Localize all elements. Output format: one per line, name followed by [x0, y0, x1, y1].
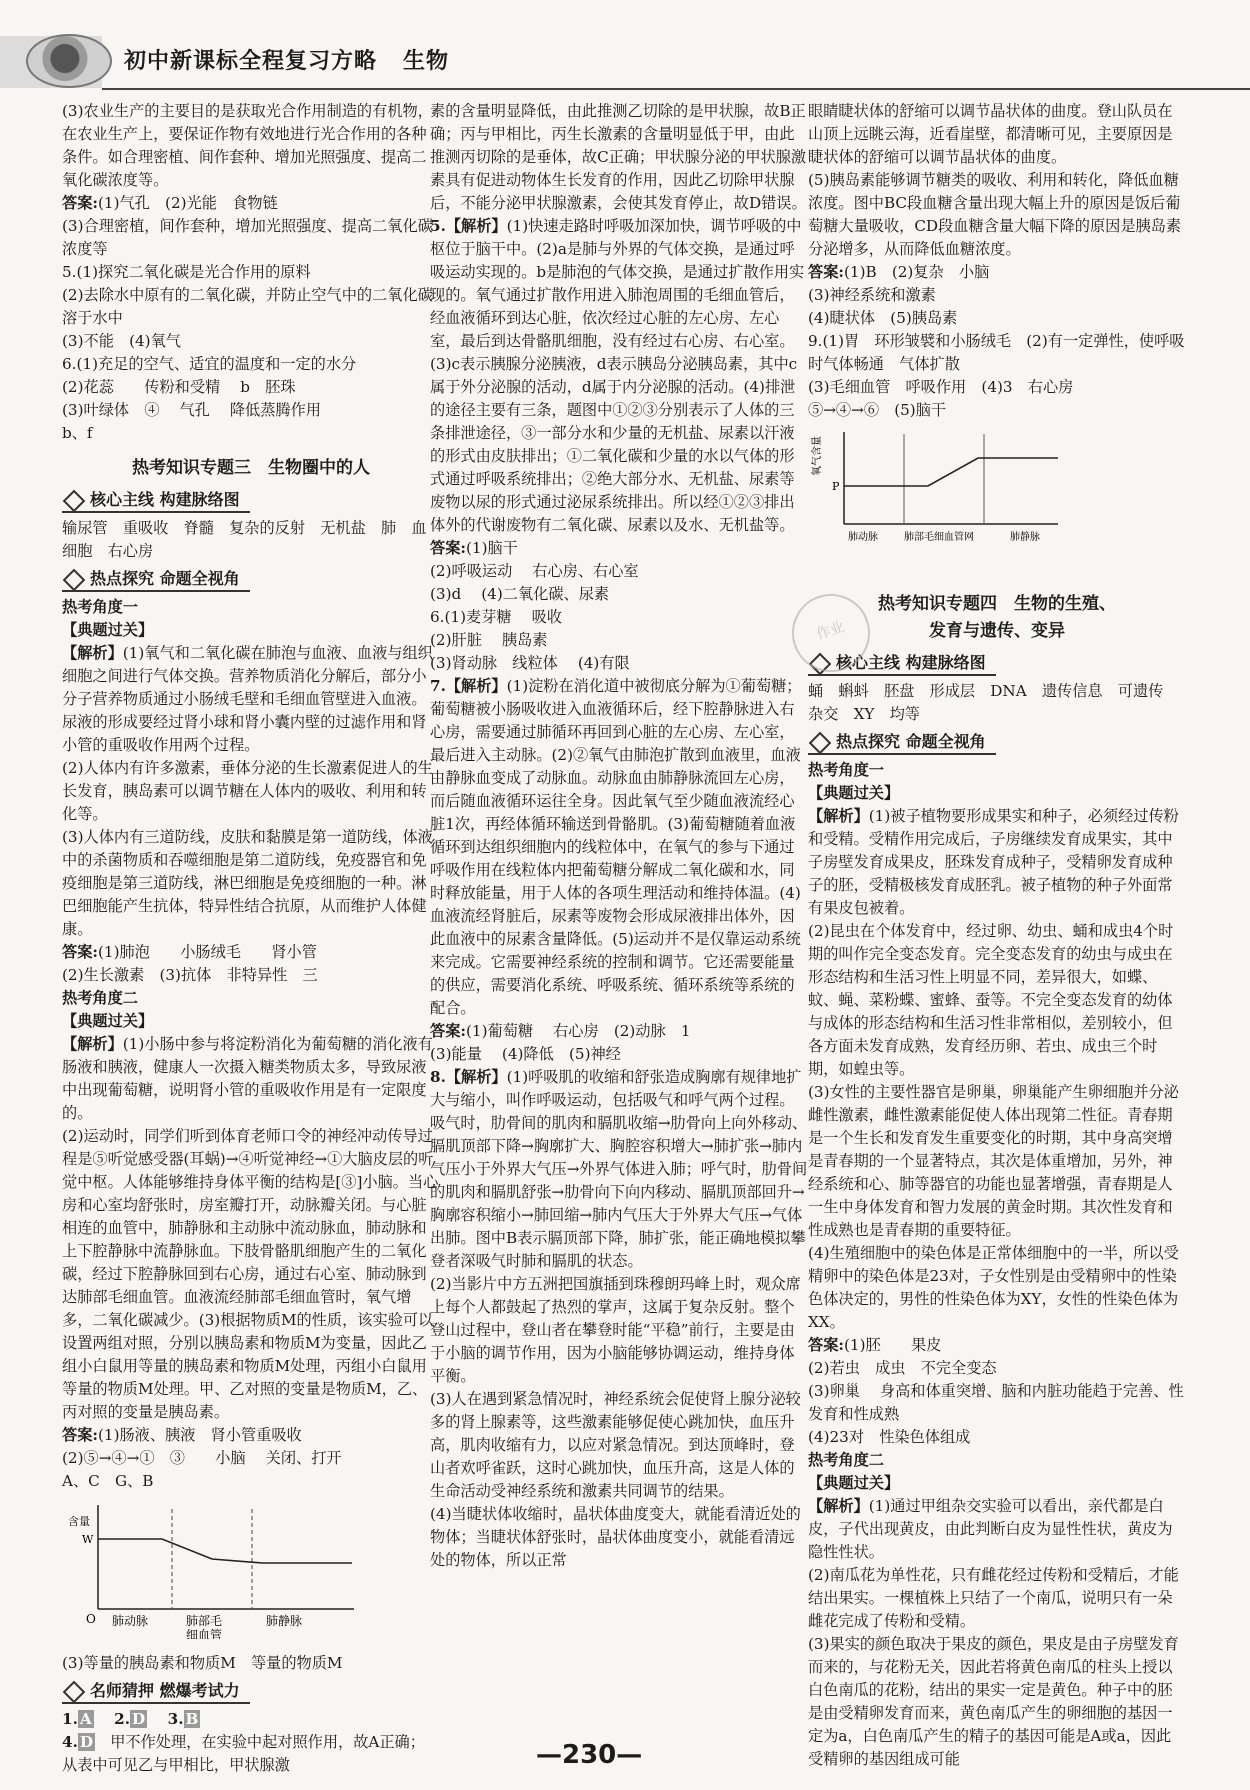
q9-line: (3)毛细血管 呼吸作用 (4)3 右心房 — [808, 378, 1074, 396]
analysis: (2)运动时，同学们听到体育老师口令的神经冲动传导过程是⑤听觉感受器(耳蜗)→④听觉神经→①大脑皮层的听觉中枢。人体能够维持身体平衡的结构是[③]小脑。当心房和心室均舒张时，房室瓣打开，动脉瓣关闭。与心脏相连的血管中，肺静脉和主动脉中流动脉血，肺动脉和上下腔静脉中流静脉血。下肢骨骼肌细胞产生的二氧化碳，经过下腔静脉回到右心房，通过右心室、肺动脉到达肺部毛细血管。血液流经肺部毛细血管时，氧气增多，二氧化碳减少。(3)根据物质M的性质，该实验可以设置两组对照，分别以胰岛素和物质M为变量，因此乙组小白鼠用等量的胰岛素和物质M处理，丙组小白鼠用等量的物质M处理。甲、乙对照的变量是物质M，乙、丙对照的变量是胰岛素。 — [62, 1127, 439, 1421]
q6-line: (3)肾动脉 线粒体 (4)有限 — [430, 654, 630, 672]
x-label: 肺动脉 — [848, 532, 878, 543]
analysis: (4)当睫状体收缩时，晶状体曲度变大，就能看清近处的物体；当睫状体舒张时，晶状体曲度变小，就能看清远处的物体，所以正常 — [430, 1505, 801, 1569]
typical-title: 【典题过关】 — [62, 621, 154, 639]
analysis: (2)昆虫在个体发育中，经过卵、幼虫、蛹和成虫4个时期的叫作完全变态发育。完全变态发育的幼虫与成虫在形态结构和生活习性上明显不同，差异很大，如蝶、蚊、蝇、菜粉蝶、蜜蜂、蚕等。不完全变态发育的幼体与成体的形态结构和生活习性非常相似，差别较小，但各方面未发育成熟，发育经历卵、若虫、成虫三个时期，如蝗虫等。 — [808, 922, 1174, 1078]
origin-label: O — [86, 1612, 96, 1626]
x-label: 肺动脉 — [112, 1614, 149, 1628]
q6-line: (2)肝脏 胰岛素 — [430, 631, 548, 649]
q4: 4. D 甲不作处理，在实验中起对照作用，故A正确；从表中可见乙与甲相比，甲状腺激 — [62, 1733, 425, 1774]
header-rule — [102, 88, 1250, 90]
diamond-icon — [63, 489, 86, 512]
paragraph: (3)农业生产的主要目的是获取光合作用制造的有机物，在农业生产上，要保证作物有效地进行光合作用的各种条件。如合理密植、间作套种、增加光照强度、提高二氧化碳浓度等。 — [62, 102, 433, 189]
analysis: (3)果实的颜色取决于果皮的颜色，果皮是由子房壁发育而来的，与花粉无关，因此若将黄色南瓜的柱头上授以白色南瓜的花粉，结出的果实一定是黄色。种子中的胚是由受精卵发育而来，黄色南瓜产生的卵细胞的基因一定为a，白色南瓜产生的精子的基因可能是A或a，因此受精卵的基因组成可能 — [808, 1635, 1179, 1768]
analysis: 5.【解析】(1)快速走路时呼吸加深加快，调节呼吸的中枢位于脑干中。(2)a是肺与外界的气体交换，是通过呼吸运动实现的。b是肺泡的气体交换，是通过扩散作用实现的。氧气通过扩散作用进入肺泡周围的毛细血管后，经血液循环到达心脏，依次经过心脏的左心房、左心室，最后到达骨骼肌细胞，没有经过右心房、右心室。(3)c表示胰腺分泌胰液，d表示胰岛分泌胰岛素，其中c属于外分泌腺的活动，d属于内分泌腺的活动。(4)排泄的途径主要有三条，题图中①②③分别表示了人体的三条排泄途径，③一部分水和少量的无机盐、尿素以汗液的形式由皮肤排出；①二氧化碳和少量的水以气体的形式通过呼吸系统排出；②绝大部分水、无机盐、尿素等废物以尿的形式通过泌尿系统排出。所以经①②③排出体外的代谢废物有二氧化碳、尿素以及水、无机盐等。 — [430, 217, 805, 534]
analysis: (3)人体内有三道防线，皮肤和黏膜是第一道防线，体液中的杀菌物质和吞噬细胞是第二道防线，免疫器官和免疫细胞是第三道防线，淋巴细胞是免疫细胞的一种。淋巴细胞能产生抗体，特异性结合抗原，从而维护人体健康。 — [62, 828, 433, 938]
answer-line: (3)d (4)二氧化碳、尿素 — [430, 585, 610, 603]
answer-line: (3)等量的胰岛素和物质M 等量的物质M — [62, 1654, 343, 1672]
angle-title: 热考角度一 — [62, 598, 138, 616]
w-label: W — [82, 1533, 94, 1546]
answer-line: (2)生长激素 (3)抗体 非特异性 三 — [62, 966, 318, 984]
analysis: (3)人在遇到紧急情况时，神经系统会促使肾上腺分泌较多的肾上腺素等，这些激素能够促使心跳加快，血压升高，肌肉收缩有力，以应对紧急情况。到达顶峰时，登山者欢呼雀跃，这时心跳加快，血压升高，这是人体的生命活动受神经系统和激素共同调节的结果。 — [430, 1390, 801, 1500]
curve — [844, 458, 1058, 486]
subhead-hot: 热点探究 命题全视角 — [62, 567, 250, 592]
analysis: 【解析】(1)小肠中参与将淀粉消化为葡萄糖的消化液有肠液和胰液，健康人一次摄入糖类物质太多，导致尿液中出现葡萄糖，说明肾小管的重吸收作用是有一定限度的。 — [62, 1035, 433, 1122]
diamond-icon — [63, 568, 86, 591]
answer-line: (2)若虫 成虫 不完全变态 — [808, 1359, 997, 1377]
analysis: 8.【解析】(1)呼吸肌的收缩和舒张造成胸廓有规律地扩大与缩小，叫作呼吸运动，包括吸气和呼气两个过程。吸气时，肋骨间的肌肉和膈肌收缩→肋骨向上向外移动、膈肌顶部下降→胸廓扩大、胸腔容积增大→肺扩张→肺内气压小于外界大气压→外界气体进入肺；呼气时，肋骨间的肌肉和膈肌舒张→肋骨向下向内移动、膈肌顶部回升→胸廓容积缩小→肺回缩→肺内气压大于外界大气压→气体出肺。图中B表示膈顶部下降，肺扩张，能正确地模拟攀登者深吸气时肺和膈肌的状态。 — [430, 1068, 808, 1270]
analysis: (2)南瓜花为单性花，只有雌花经过传粉和受精后，才能结出果实。一棵植株上只结了一个南瓜，说明只有一朵雌花完成了传粉和受精。 — [808, 1566, 1179, 1630]
subhead-hot: 热点探究 命题全视角 — [808, 730, 996, 755]
answer: 答案:(1)肠液、胰液 肾小管重吸收 — [62, 1426, 302, 1444]
section-title-3: 热考知识专题三 生物圈中的人 — [132, 458, 370, 478]
angle-title: 热考角度二 — [808, 1451, 884, 1469]
book-series-title: 初中新课标全程复习方略 — [124, 49, 378, 74]
analysis: 【解析】(1)氧气和二氧化碳在肺泡与血液、血液与组织细胞之间进行气体交换。营养物质消化分解后，部分小分子营养物质通过小肠绒毛壁和毛细血管壁进入血液。尿液的形成要经过肾小球和肾小囊内壁的过滤作用和肾小管的重吸收作用两个过程。 — [62, 644, 433, 754]
analysis: (4)生殖细胞中的染色体是正常体细胞中的一半，所以受精卵中的染色体是23对，子女性别是由受精卵中的性染色体决定的，男性的性染色体为XY，女性的性染色体为XX。 — [808, 1244, 1179, 1331]
answer: 答案:(1)胚 果皮 — [808, 1336, 942, 1354]
x-label: 肺部毛细血管网 — [904, 532, 974, 543]
q5: 5.(1)探究二氧化碳是光合作用的原料 — [62, 263, 311, 281]
book-title — [124, 44, 449, 75]
page-number: —230— — [536, 1740, 643, 1770]
typical-title: 【典题过关】 — [808, 1474, 900, 1492]
mcq-answers: 1. A 2. D 3. B — [62, 1710, 199, 1728]
x-label: 肺静脉 — [266, 1614, 303, 1628]
paragraph: 素的含量明显降低，由此推测乙切除的是甲状腺，故B正确；丙与甲相比，丙生长激素的含量明显低于甲，由此推测丙切除的是垂体，故C正确；甲状腺分泌的甲状腺激素具有促进动物体生长发育的作用，因此乙切除甲状腺后，不能分泌甲状腺激素，会使其发育停止，故D错误。 — [430, 102, 807, 212]
answer-line: (4)睫状体 (5)胰岛素 — [808, 309, 958, 327]
analysis: 【解析】(1)通过甲组杂交实验可以看出，亲代都是白皮，子代出现黄皮，由此判断白皮为显性性状，黄皮为隐性性状。 — [808, 1497, 1173, 1561]
answer: 答案:(1)肺泡 小肠绒毛 肾小管 — [62, 943, 317, 961]
paragraph: (5)胰岛素能够调节糖类的吸收、利用和转化，降低血糖浓度。图中BC段血糖含量出现大幅上升的原因是饭后葡萄糖大量吸收，CD段血糖含量大幅下降的原因是胰岛素分泌增多，从而降低血糖浓度。 — [808, 171, 1182, 258]
q6: 6.(1)充足的空气、适宜的温度和一定的水分 — [62, 355, 357, 373]
analysis: 【解析】(1)被子植物要形成果实和种子，必须经过传粉和受精。受精作用完成后，子房继续发育成果实，其中子房壁发育成果皮，胚珠发育成种子，受精卵发育成种子的胚，受精极核发育成胚乳。被子植物的种子外面常有果皮包被着。 — [808, 807, 1179, 917]
answer-line: (2)呼吸运动 右心房、右心室 — [430, 562, 639, 580]
subhead-mainline: 核心主线 构建脉络图 — [808, 651, 996, 676]
y-label: 含量 — [68, 1515, 90, 1528]
page-header — [0, 0, 1250, 100]
q6-line: b、f — [62, 424, 93, 442]
answer: 答案:(1)葡萄糖 右心房 (2)动脉 1 — [430, 1022, 691, 1040]
answer-line: A、C G、B — [62, 1472, 154, 1490]
typical-title: 【典题过关】 — [62, 1012, 154, 1030]
analysis: 7.【解析】(1)淀粉在消化道中被彻底分解为①葡萄糖；葡萄糖被小肠吸收进入血液循环后，经下腔静脉进入右心房，需要通过肺循环再回到心脏的左心房、左心室，最后进入主动脉。(2)②氧气由肺泡扩散到血液里，血液由静脉血变成了动脉血。动脉血由肺静脉流回左心房，而后随血液循环运往全身。因此氧气至少随血液流经心脏1次，再经体循环输送到骨骼肌。(3)葡萄糖随着血液循环到达组织细胞内的线粒体中，在氧气的参与下通过呼吸作用在线粒体内把葡萄糖分解成二氧化碳和水，同时释放能量，用于人体的各项生理活动和维持体温。(4)血液流经肾脏后，尿素等废物会形成尿液排出体外，因此血液中的尿素含量降低。(5)运动并不是仅靠运动系统来完成。它需要神经系统的控制和调节。它还需要能量的供应，需要消化系统、呼吸系统、循环系统等系统的配合。 — [430, 677, 802, 1017]
answer-line: (4)23对 性染色体组成 — [808, 1428, 971, 1446]
answer-line: (2)⑤→④→① ③ 小脑 关闭、打开 — [62, 1449, 342, 1467]
x-label: 细血管 — [186, 1628, 223, 1639]
typical-title: 【典题过关】 — [808, 784, 900, 802]
watermark-stamp: 作业 — [782, 584, 880, 682]
q6-line: (3)叶绿体 ④ 气孔 降低蒸腾作用 — [62, 401, 321, 419]
q6-line: (2)花蕊 传粉和受精 b 胚珠 — [62, 378, 296, 396]
angle-title: 热考角度二 — [62, 989, 138, 1007]
angle-title: 热考角度一 — [808, 761, 884, 779]
answer: 答案:(1)气孔 (2)光能 食物链 — [62, 194, 278, 212]
section-title-4b: 发育与遗传、变异 — [929, 621, 1065, 641]
line-graph-1 — [62, 1499, 362, 1639]
x-label: 肺部毛 — [186, 1614, 223, 1628]
q5-line: (2)去除水中原有的二氧化碳，并防止空气中的二氧化碳溶于水中 — [62, 286, 433, 327]
answer: 答案:(1)B (2)复杂 小脑 — [808, 263, 990, 281]
mainline-text: 蛹 蝌蚪 胚盘 形成层 DNA 遗传信息 可遗传 杂交 XY 均等 — [808, 682, 1179, 723]
q9-line: ⑤→④→⑥ (5)脑干 — [808, 401, 947, 419]
column-2 — [430, 100, 808, 1572]
y-label: 氧气含量 — [812, 436, 823, 476]
q9: 9.(1)胃 环形皱襞和小肠绒毛 (2)有一定弹性，使呼吸时气体畅通 气体扩散 — [808, 332, 1185, 373]
subhead-mainline: 核心主线 构建脉络图 — [62, 488, 250, 513]
mainline-text: 输尿管 重吸收 脊髓 复杂的反射 无机盐 肺 血细胞 右心房 — [62, 519, 427, 560]
q6: 6.(1)麦芽糖 吸收 — [430, 608, 562, 626]
column-3 — [808, 100, 1186, 1771]
analysis: (2)当影片中方五洲把国旗插到珠穆朗玛峰上时，观众席上每个人都鼓起了热烈的掌声，这属于复杂反射。整个登山过程中，登山者在攀登时能“平稳”前行，主要是由于小脑的调节作用，因为小脑能够协调运动，维持身体平衡。 — [430, 1275, 801, 1385]
book-subject: 生物 — [403, 49, 450, 74]
answer-line: (3)神经系统和激素 — [808, 286, 936, 304]
answer: 答案:(1)脑干 — [430, 539, 518, 557]
line-graph-2 — [808, 428, 1068, 548]
answer-line: (3)合理密植，间作套种，增加光照强度、提高二氧化碳浓度等 — [62, 217, 433, 258]
curve — [98, 1539, 352, 1563]
subhead-predict: 名师猜押 燃爆考试力 — [62, 1679, 250, 1704]
diamond-icon — [63, 1680, 86, 1703]
column-1 — [62, 100, 440, 1777]
q5-line: (3)不能 (4)氧气 — [62, 332, 181, 350]
x-label: 肺静脉 — [1010, 532, 1040, 543]
answer-line: (3)能量 (4)降低 (5)神经 — [430, 1045, 621, 1063]
section-title-4: 热考知识专题四 生物的生殖、 — [878, 594, 1116, 614]
analysis: (2)人体内有许多激素，垂体分泌的生长激素促进人的生长发育，胰岛素可以调节糖在人体内的吸收、利用和转化等。 — [62, 759, 433, 823]
answer-line: (3)卵巢 身高和体重突增、脑和内脏功能趋于完善、性发育和性成熟 — [808, 1382, 1184, 1423]
analysis: (3)女性的主要性器官是卵巢，卵巢能产生卵细胞并分泌雌性激素，雌性激素能促使人体出现第二性征。青春期是一个生长和发育发生重要变化的时期，其中身高突增是青春期的一个显著特点，其次是体重增加，另外，神经系统和心、肺等器官的功能也显著增强，青春期是人一生中身体发育和智力发展的黄金时期。其次性发育和性成熟也是青春期的重要特征。 — [808, 1083, 1179, 1239]
diamond-icon — [809, 731, 832, 754]
p-label: P — [832, 480, 840, 493]
paragraph: 眼睛睫状体的舒缩可以调节晶状体的曲度。登山队员在山顶上远眺云海，近看崖壁，都清晰可见，主要原因是睫状体的舒缩可以调节晶状体的曲度。 — [808, 102, 1173, 166]
book-logo-icon — [26, 34, 112, 88]
